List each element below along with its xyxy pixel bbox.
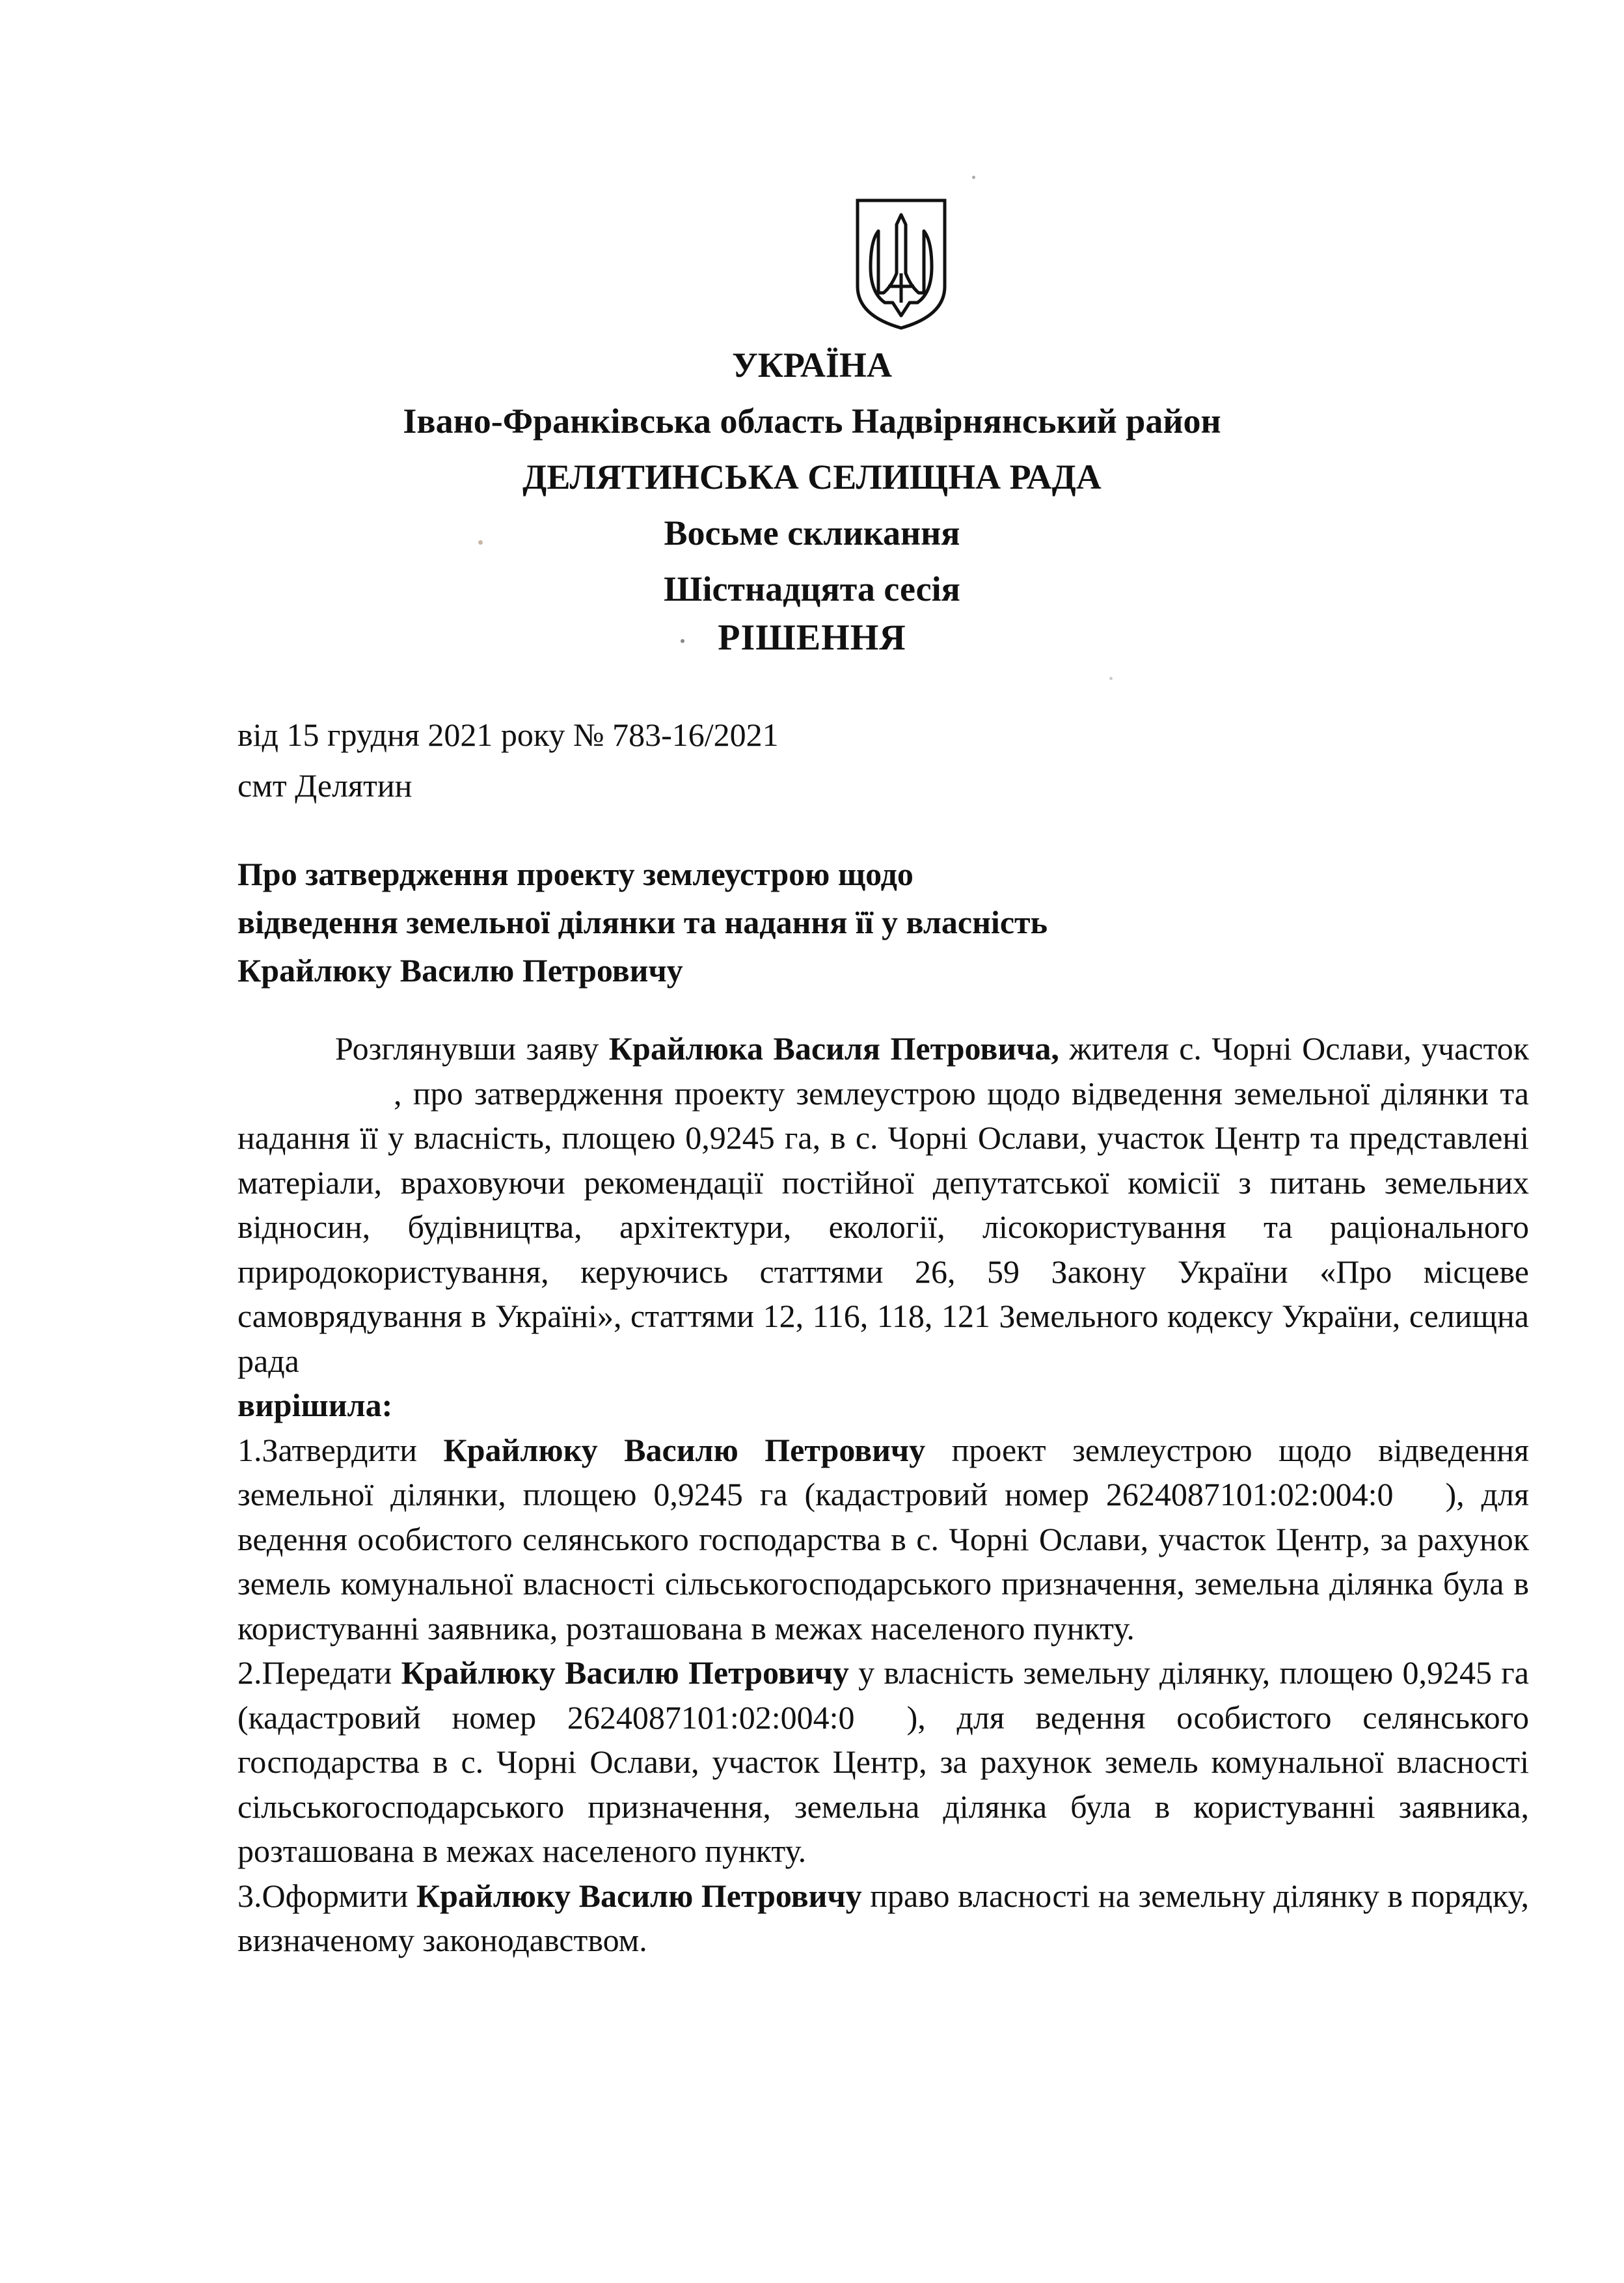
decision-title: РІШЕННЯ <box>718 618 906 658</box>
preamble-paragraph <box>237 1026 1529 1383</box>
region-name: Івано-Франківська область Надвірнянський район <box>403 402 1221 441</box>
item-1-prefix: 1.Затвердити <box>237 1431 444 1468</box>
subject-line-2: відведення земельної ділянки та надання її у власність <box>237 904 1048 940</box>
session: Шістнадцята сесія <box>664 569 960 608</box>
item-1-text-1: проект землеустрою щодо відведення земельної ділянки, площею 0,9245 га (кадастровий номер 2624087101:02:004:0 <box>237 1431 1530 1512</box>
preamble-text-1: жителя с. Чорні Ослави, участок <box>1059 1030 1529 1067</box>
item-3-name: Крайлюку Василю Петровичу <box>416 1877 862 1914</box>
item-1-text-2: ), для ведення особистого селянського господарства в с. Чорні Ослави, участок Центр, за рахунок земель комунальної власності сільськогосподарського призначення, земельна ділянка була в користуванні заявника, розташована в межах населеного пункту. <box>237 1476 1529 1647</box>
subject-line-1: Про затвердження проекту землеустрою щодо <box>237 856 914 892</box>
applicant-name: Крайлюка Василя Петровича, <box>608 1030 1059 1067</box>
document-header <box>0 337 1624 617</box>
item-3-prefix: 3.Оформити <box>237 1877 416 1914</box>
resolved-label: вирішила: <box>237 1387 393 1423</box>
preamble-intro: Розглянувши заяву <box>335 1030 609 1067</box>
item-3-text-1: право власності на земельну ділянку в порядку, визначеному законодавством. <box>237 1877 1529 1958</box>
preamble-text-2: , про затвердження проекту землеустрою щодо відведення земельної ділянки та надання її у власність, площею 0,9245 га, в с. Чорні Ослави, участок Центр та представлені матеріали, враховуючи рекомендації постійної депутатської комісії з питань земельних відносин, будівництва, архітектури, екології, лісокористування та раціонального природокористування, керуючись статтями 26, 59 Закону України «Про місцеве самоврядування в Україні», статтями 12, 116, 118, 121 Земельного кодексу України, селищна рада <box>237 1074 1529 1379</box>
item-1 <box>237 1428 1529 1651</box>
date-block <box>237 709 779 811</box>
place-line: смт Делятин <box>237 767 413 804</box>
scan-speck <box>478 540 483 545</box>
item-2 <box>237 1650 1529 1874</box>
document-body <box>237 1026 1529 1963</box>
item-2-text-1: у власність земельну ділянку, площею 0,9245 га (кадастровий номер 2624087101:02:004:0 <box>237 1654 1529 1736</box>
subject-line-3: Крайлюку Василю Петровичу <box>237 952 683 989</box>
country-name: УКРАЇНА <box>732 346 892 385</box>
scan-speck <box>972 176 975 179</box>
item-2-prefix: 2.Передати <box>237 1654 401 1691</box>
item-2-name: Крайлюку Василю Петровичу <box>401 1654 849 1691</box>
scan-speck <box>1109 677 1113 680</box>
scan-speck <box>681 639 684 643</box>
council-name: ДЕЛЯТИНСЬКА СЕЛИЩНА РАДА <box>522 458 1102 497</box>
date-number-line: від 15 грудня 2021 року № 783-16/2021 <box>237 717 779 753</box>
item-2-text-2: ), для ведення особистого селянського господарства в с. Чорні Ослави, участок Центр, за рахунок земель комунальної власності сільськогосподарського призначення, земельна ділянка була в користуванні заявника, розташована в межах населеного пункту. <box>237 1699 1529 1869</box>
convocation: Восьме скликання <box>664 513 960 553</box>
item-3 <box>237 1874 1529 1963</box>
item-1-name: Крайлюку Василю Петровичу <box>443 1431 926 1468</box>
ukraine-coat-of-arms-icon <box>852 195 950 332</box>
decision-subject <box>237 850 1344 994</box>
